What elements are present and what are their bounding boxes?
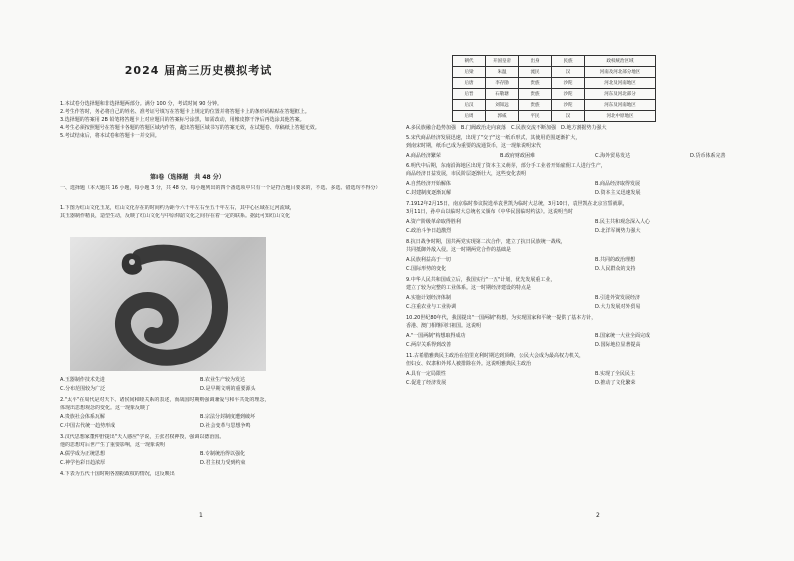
table-cell: 河南及河北部分地区 [585, 67, 656, 78]
table-row [453, 100, 656, 111]
table-cell: 汉 [552, 111, 585, 122]
table-cell: 河东及河北部分 [585, 89, 656, 100]
q7-option-b: B.民主共和观念深入人心 [595, 219, 651, 225]
table-cell: 河北及河南地区 [585, 78, 656, 89]
question-11-line: 但妇女、奴隶和外邦人被排除在外。这说明雅典民主政治 [406, 361, 532, 367]
q5-option-a: A.商品经济繁荣 [406, 153, 441, 159]
q1-option-b: B.农业生产较为发达 [200, 377, 246, 383]
jade-dragon-photo [70, 237, 266, 371]
q9-option-a: A.实施计划经济体制 [406, 295, 451, 301]
q3-option-a: A.儒学成为正统思想 [60, 451, 105, 457]
q2-option-b: B.宗法分封制度遭到破坏 [200, 414, 256, 420]
table-cell: 沙陀 [552, 100, 585, 111]
question-9-line: 9.中华人民共和国成立后，我国实行"一五"计划，优先发展重工业， [406, 277, 556, 283]
table-cell: 贵族 [519, 100, 552, 111]
question-5-line: 5.宋代商品经济发展迅速，出现了"交子"这一纸币形式，其使用范围逐渐扩大， [406, 135, 581, 141]
question-2-line: 2."太平"在周代是对天下、诸侯间和睦关系的表述，而战国时期则强调兼爱与和平共处的理念， [60, 397, 270, 403]
q9-option-c: C.注重农业与工业协调 [406, 304, 457, 310]
question-3-line: 他的思想对后世产生了重要影响，这一现象说明 [60, 442, 166, 448]
table-cell: 贵族 [519, 89, 552, 100]
q10-option-c: C.两岸关系得到改善 [406, 342, 452, 348]
q10-option-b: B.国家统一大业全面完成 [595, 333, 651, 339]
q5-option-b: B.政府财政困难 [500, 153, 536, 159]
table-cell: 后周 [453, 111, 486, 122]
table-cell: 后唐 [453, 78, 486, 89]
page-number-left: 1 [199, 512, 203, 519]
q11-option-a: A.具有一定局限性 [406, 371, 446, 377]
table-cell: 汉 [552, 67, 585, 78]
q11-option-c: C.促进了经济发展 [406, 380, 447, 386]
table-row [453, 56, 656, 67]
q6-option-b: B.商品经济取得发展 [595, 181, 641, 187]
q2-option-a: A.贵族社会体系瓦解 [60, 414, 105, 420]
question-8-line: 共同抵御外敌入侵。这一时期两党合作的基础是 [406, 247, 512, 253]
q3-option-c: C.神学色彩日趋浓厚 [60, 460, 106, 466]
notice-item: 1.本试卷分选择题和非选择题两部分。满分 100 分，考试时间 90 分钟。 [60, 101, 223, 107]
q4-options: A.多民族融合趋势加强 B.门阀政治走向衰落 C.民族交流不断加强 D.地方割据势力强大 [406, 125, 607, 131]
q3-option-d: D.君主权力受到约束 [200, 460, 246, 466]
table-cell: 后梁 [453, 67, 486, 78]
question-9-line: 建立了较为完整的工业体系。这一时期经济建设的特点是 [406, 285, 532, 291]
dynasty-table [452, 55, 656, 122]
table-cell: 政权统治区域 [585, 56, 656, 67]
table-cell: 后汉 [453, 100, 486, 111]
q7-option-c: C.政治斗争日趋激烈 [406, 228, 452, 234]
table-cell: 河北中原地区 [585, 111, 656, 122]
table-row [453, 89, 656, 100]
exam-title: 2024 届高三历史模拟考试 [124, 64, 273, 77]
table-cell: 沙陀 [552, 89, 585, 100]
table-row [453, 111, 656, 122]
table-cell: 郭威 [486, 111, 519, 122]
q9-option-d: D.大力发展对外贸易 [595, 304, 641, 310]
question-2-line: 体现出思想观念的变化。这一现象反映了 [60, 405, 151, 411]
notice-item: 3.选择题的答案用 2B 铅笔将答题卡上对应题目的答案标号涂黑，如需改动，用橡皮擦干净后再选涂其他答案。 [60, 117, 305, 123]
q3-option-b: B.专制统治得以强化 [200, 451, 246, 457]
notice-item: 5.考试结束后，将本试卷和答题卡一并交回。 [60, 133, 160, 139]
question-11-line: 11.古希腊雅典民主政治在伯里克利时期达到顶峰，公民大会成为最高权力机关， [406, 353, 584, 359]
table-cell: 后晋 [453, 89, 486, 100]
question-6-line: 商品经济日益发展，市民阶层逐渐壮大，这些变化表明 [406, 171, 527, 177]
question-8-line: 8.抗日战争时期，国共两党实现第二次合作，建立了抗日民族统一战线， [406, 239, 566, 245]
q5-option-d: D.货币体系完善 [690, 153, 726, 159]
q1-option-d: D.是早期文明的重要源头 [200, 386, 256, 392]
question-7-line: 7.1912年2月15日，南京临时参议院选举袁世凯为临时大总统，3月10日，袁世凯在北京宣誓就职， [406, 201, 628, 207]
q6-option-d: D.资本主义迅速发展 [595, 190, 641, 196]
q8-option-b: B.共同的政治理想 [595, 257, 636, 263]
table-cell: 流民 [519, 67, 552, 78]
table-cell: 出身 [519, 56, 552, 67]
table-cell: 开国皇帝 [486, 56, 519, 67]
table-cell: 河东及河南地区 [585, 100, 656, 111]
q11-option-b: B.实现了全民民主 [595, 371, 636, 377]
question-4-intro: 4.下表为五代十国时期各割据政权的情况，这反映出 [60, 471, 175, 477]
table-cell: 沙陀 [552, 78, 585, 89]
question-10-line: 香港、澳门相继回归祖国。这说明 [406, 323, 482, 329]
table-cell: 李存勖 [486, 78, 519, 89]
exam-notices [60, 100, 370, 140]
notice-item: 2.考生作答时，务必将自己的姓名、准考证号填写在答题卡上规定的位置并将答题卡上的条形码粘贴在答题框上。 [60, 109, 310, 115]
question-3-line: 3.汉代思想家董仲舒提出"天人感应"学说，主张君权神授，强调以德治国。 [60, 434, 225, 440]
notice-item: 4.考生必须按照题号在答题卡各题的答题区域内作答，超出答题区域书写的答案无效，在试题卷、草稿纸上答题无效。 [60, 125, 320, 131]
table-cell: 石敬瑭 [486, 89, 519, 100]
q8-option-d: D.人民群众的支持 [595, 266, 636, 272]
q7-option-d: D.北洋军阀势力强大 [595, 228, 641, 234]
q2-option-d: D.社会变革与思想争鸣 [200, 423, 251, 429]
table-cell: 刘知远 [486, 100, 519, 111]
table-cell: 贵族 [519, 78, 552, 89]
question-6-line: 6.明代中后期，东南沿海地区出现了资本主义萌芽，部分手工业者开始雇佣工人进行生产， [406, 163, 606, 169]
question-7-line: 3月11日，孙中山以临时大总统名义颁布《中华民国临时约法》。这说明当时 [406, 209, 574, 215]
q10-option-a: A."一国两制"构想取得成功 [406, 333, 466, 339]
question-5-line: 到南宋时期，纸币已成为重要的流通货币，这一现象说明宋代 [406, 143, 542, 149]
table-cell: 平民 [519, 111, 552, 122]
q1-option-c: C.分布范围较为广泛 [60, 386, 106, 392]
q1-option-a: A.玉器制作技术先进 [60, 377, 105, 383]
table-cell: 朝代 [453, 56, 486, 67]
q5-option-c: C.海外贸易发达 [595, 153, 631, 159]
q8-option-c: C.国际形势的变化 [406, 266, 447, 272]
table-cell: 朱温 [486, 67, 519, 78]
section-title: 第Ⅰ卷（选择题 共 48 分） [150, 174, 225, 181]
jade-dragon-image [70, 237, 266, 371]
q7-option-a: A.资产阶级革命取得胜利 [406, 219, 461, 225]
question-1-line: 1.下图为红山文化玉龙，红山文化存在的时间约为距今六千年左右至五千年左右，其中心区域在辽河流域， [60, 205, 295, 211]
question-1-line: 其玉器制作精良，造型生动，反映了红山文化与中原仰韶文化之间存在着一定的联系。据此可知红山文化 [60, 213, 291, 219]
q2-option-c: C.中国古代统一趋势形成 [60, 423, 116, 429]
q10-option-d: D.国际地位显著提高 [595, 342, 641, 348]
q6-option-a: A.自然经济开始解体 [406, 181, 451, 187]
table-row [453, 78, 656, 89]
q11-option-d: D.推动了文化繁荣 [595, 380, 636, 386]
q9-option-b: B.引进外资发展经济 [595, 295, 641, 301]
q8-option-a: A.民族利益高于一切 [406, 257, 451, 263]
part1-intro: 一、选择题（本大题共 16 小题，每小题 3 分，共 48 分。每小题列出的四个备选项中只有一个是符合题目要求的，不选、多选、错选均不得分） [60, 185, 380, 191]
q6-option-c: C.封建制度逐渐瓦解 [406, 190, 452, 196]
table-row [453, 67, 656, 78]
table-cell: 民族 [552, 56, 585, 67]
page-number-right: 2 [596, 512, 600, 519]
question-10-line: 10.20世纪80年代，我国提出"一国两制"构想，为实现国家和平统一提供了基本方针， [406, 315, 597, 321]
